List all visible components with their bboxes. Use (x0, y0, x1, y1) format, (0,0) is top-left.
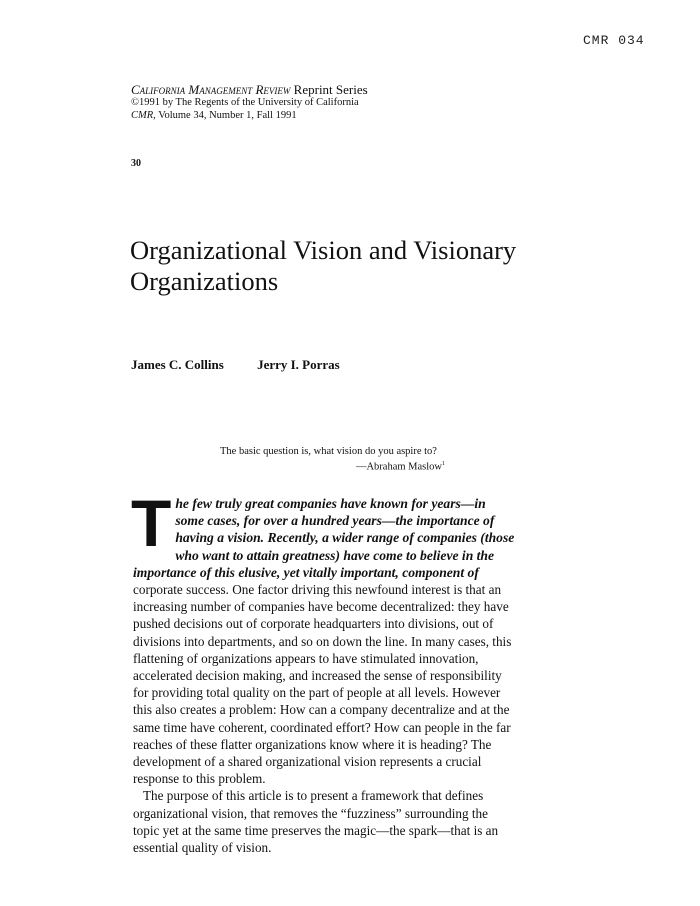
author-list (131, 357, 370, 373)
author-name: Jerry I. Porras (257, 357, 340, 372)
citation-line (131, 109, 368, 122)
lead-in-text: he few truly great companies have known for years—in some cases, for over a hundred years—the importance of having a vision. Recently, a wider range of companies (those who want to attain greatness) have come to believe in the importance of this elusive, yet vitally important, component of (133, 496, 515, 580)
page-number: 30 (131, 158, 141, 169)
epigraph-quote: The basic question is, what vision do you aspire to? (220, 446, 437, 457)
epigraph-attribution (220, 458, 445, 474)
copyright-line: ©1991 by The Regents of the University of California (131, 97, 359, 108)
masthead (131, 83, 368, 122)
lead-paragraph (131, 486, 515, 787)
epigraph (220, 445, 445, 474)
paragraph-text: corporate success. One factor driving this newfound interest is that an increasing number of companies have become decentralized: they have pushed decisions out of corporate headquarters into divisions, out of divisions into departments, and so on down the line. In many cases, this flattening of organizations appears to have stimulated innovation, accelerated decision making, and increased the sense of responsibility for providing total quality on the part of people at all levels. However this also creates a problem: How can a company decentralize and at the same time have coherent, coordinated effort? How can people in the far reaches of these flatter organizations know where it is heading? The development of a shared organizational vision represents a crucial response to this problem. (133, 582, 512, 787)
article-title: Organizational Vision and Visionary Organizations (130, 235, 517, 296)
paragraph-text: The purpose of this article is to present a framework that defines organizational vision, that removes the “fuzziness” surrounding the topic yet at the same time preserves the magic—the spark—that is an essential quality of vision. (133, 788, 499, 856)
attribution-text: —Abraham Maslow (355, 461, 442, 473)
document-code: CMR 034 (583, 33, 645, 48)
author-name: James C. Collins (131, 357, 224, 372)
citation-details: , Volume 34, Number 1, Fall 1991 (153, 110, 297, 121)
journal-line (131, 83, 368, 96)
article-body (131, 486, 515, 856)
series-label: Reprint Series (293, 82, 368, 97)
drop-cap: T (131, 486, 172, 560)
journal-name: California Management Review (131, 82, 291, 97)
footnote-marker: 1 (442, 461, 445, 467)
citation-abbrev: CMR (131, 110, 154, 121)
